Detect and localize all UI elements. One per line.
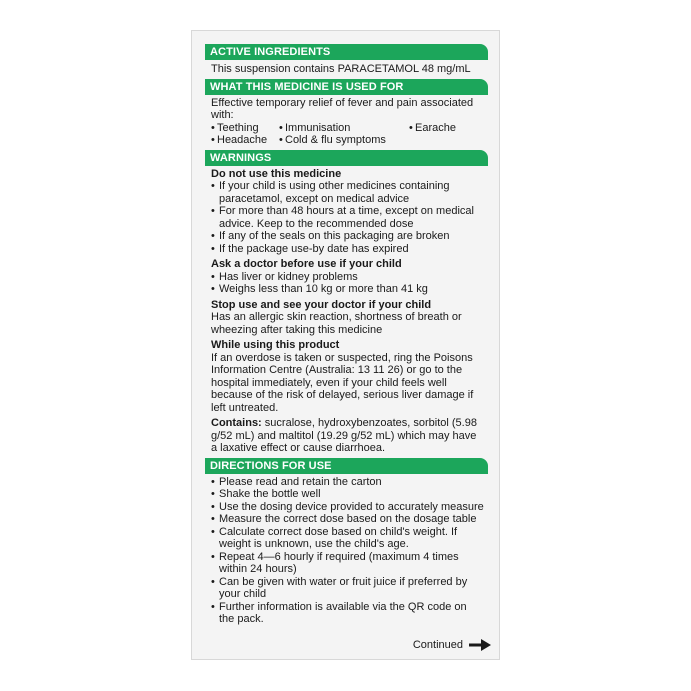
direction-item: • Please read and retain the carton [211,476,484,489]
directions-header: DIRECTIONS FOR USE [205,458,488,474]
continued-indicator [413,639,491,651]
warning-item: • Has liver or kidney problems [211,271,484,284]
active-ingredients-text: This suspension contains PARACETAMOL 48 mg/mL [211,63,471,75]
active-ingredients-header: ACTIVE INGREDIENTS [205,44,488,60]
contains-label: Contains: [211,417,262,429]
use-item: • Immunisation [279,122,409,135]
contains-text [211,417,484,455]
warning-subheading: Do not use this medicine [211,167,342,180]
direction-item: • Can be given with water or fruit juice if preferred by your child [211,576,484,601]
use-item: • Teething [211,122,279,135]
warning-item: • For more than 48 hours at a time, except on medical advice. Keep to the recommended dose [211,205,484,230]
direction-item: • Use the dosing device provided to accurately measure [211,501,484,514]
uses-intro: Effective temporary relief of fever and pain associated with: [211,96,474,121]
direction-item: • Further information is available via the QR code on the pack. [211,601,484,626]
warning-item: • Weighs less than 10 kg or more than 41 kg [211,283,484,296]
warnings-header: WARNINGS [205,150,488,166]
direction-item: • Measure the correct dose based on the dosage table [211,513,484,526]
warning-item: • If your child is using other medicines containing paracetamol, except on medical advice [211,180,484,205]
direction-item: • Repeat 4—6 hourly if required (maximum 4 times within 24 hours) [211,551,484,576]
warning-subheading: Ask a doctor before use if your child [211,258,402,270]
use-item: • Headache [211,134,279,147]
continued-label: Continued [412,639,463,651]
warning-item: • If any of the seals on this packaging are broken [211,230,484,243]
right-arrow-icon [469,639,491,651]
warning-subheading: While using this product [211,339,340,351]
uses-header: WHAT THIS MEDICINE IS USED FOR [205,79,488,95]
contains-value: sucralose, hydroxybenzoates, sorbitol (5.98 g/52 mL) and maltitol (19.29 g/52 mL) which may have a laxative effect or cause diarrhoea. [211,417,477,454]
direction-item: • Calculate correct dose based on child's weight. If weight is unknown, use the child's age. [211,526,484,551]
medicine-label-panel [191,30,500,660]
warning-text: If an overdose is taken or suspected, ring the Poisons Information Centre (Australia: 13 11 26) or go to the hospital immediately, even if your child feels well because of the risk of delayed, serious liver damage if left untreated. [211,351,474,414]
warning-subheading: Stop use and see your doctor if your child [211,298,432,311]
warning-text: Has an allergic skin reaction, shortness of breath or wheezing after taking this medicine [211,311,462,336]
use-item: • Earache [409,122,456,135]
use-item: • Cold & flu symptoms [279,134,386,147]
direction-item: • Shake the bottle well [211,488,484,501]
warning-item: • If the package use-by date has expired [211,243,484,256]
uses-list [205,122,488,147]
